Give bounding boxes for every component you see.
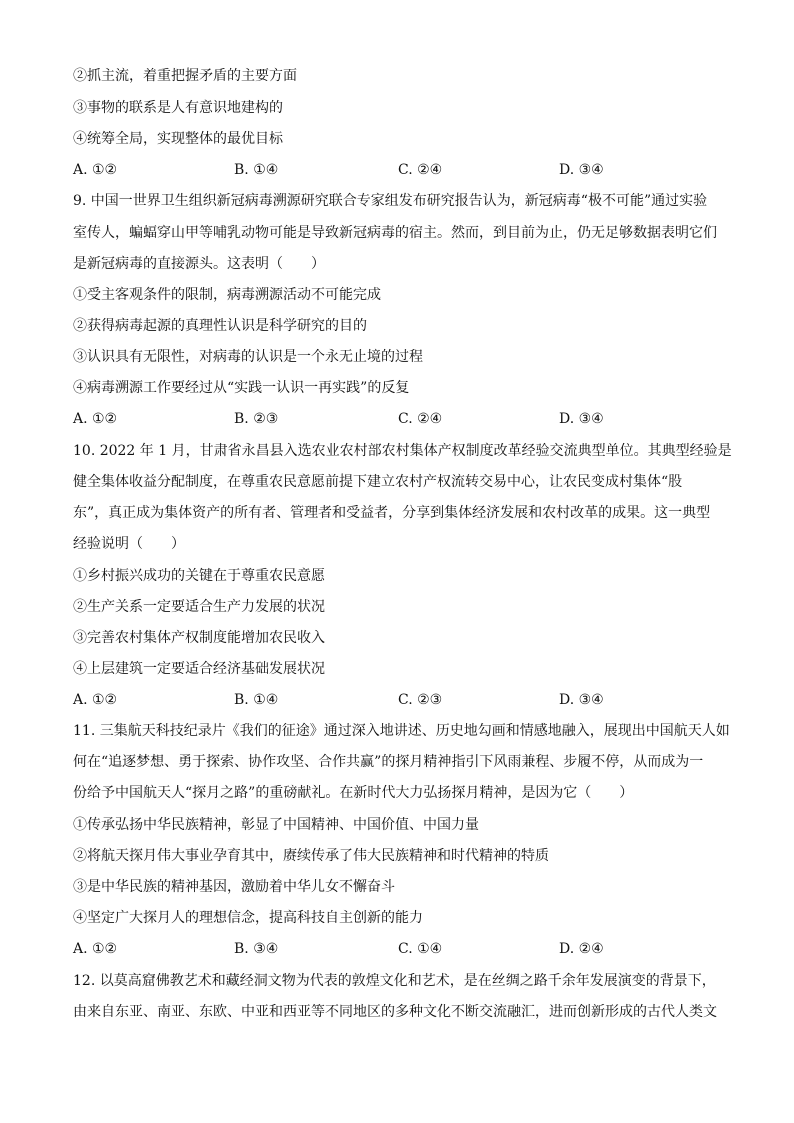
text-line: 由来自东亚、南亚、东欧、中亚和西亚等不同地区的多种文化不断交流融汇，进而创新形成的古代人类文 [73,1004,717,1020]
answer-option: B. ②③ [234,411,279,427]
answer-option: D. ③④ [559,411,604,427]
text-line: 12. 以莫高窟佛教艺术和藏经洞文物为代表的敦煌文化和艺术，是在丝绸之路千余年发展演变的背景下， [73,973,716,989]
answer-option: A. ①② [73,941,118,957]
text-line: 是新冠病毒的直接源头。这表明（ ） [73,256,325,272]
text-line: ③认识具有无限性，对病毒的认识是一个永无止境的过程 [73,349,423,365]
text-line: ③事物的联系是人有意识地建构的 [73,100,283,116]
text-line: ②将航天探月伟大事业孕育其中，赓续传承了伟大民族精神和时代精神的特质 [73,848,549,864]
answer-options [73,690,733,710]
text-line: 健全集体收益分配制度，在尊重农民意愿前提下建立农村产权流转交易中心，让农民变成村集体“股 [73,474,683,490]
text-line: ②抓主流，着重把握矛盾的主要方面 [73,68,297,84]
text-line: ③完善农村集体产权制度能增加农民收入 [73,630,325,646]
text-line: ④病毒溯源工作要经过从“实践一认识一再实践”的反复 [73,380,410,396]
answer-options [73,409,733,429]
text-line: ①传承弘扬中华民族精神，彰显了中国精神、中国价值、中国力量 [73,817,479,833]
text-line: 室传人，蝙蝠穿山甲等哺乳动物可能是导致新冠病毒的宿主。然而，到目前为止，仍无足够数据表明它们 [73,225,717,241]
answer-options [73,160,733,180]
text-line: 10. 2022 年 1 月，甘肃省永昌县入选农业农村部农村集体产权制度改革经验交流典型单位。其典型经验是 [73,443,732,459]
text-line: 经验说明（ ） [73,536,185,552]
text-line: 9. 中国一世界卫生组织新冠病毒溯源研究联合专家组发布研究报告认为，新冠病毒“极不可能”通过实验 [73,193,708,209]
text-line: ④统筹全局，实现整体的最优目标 [73,131,283,147]
answer-option: B. ③④ [234,941,279,957]
answer-option: C. ②④ [398,162,443,178]
answer-option: A. ①② [73,692,118,708]
answer-option: B. ①④ [234,692,279,708]
text-line: ②生产关系一定要适合生产力发展的状况 [73,599,325,615]
answer-option: B. ①④ [234,162,279,178]
text-line: 11. 三集航天科技纪录片《我们的征途》通过深入地讲述、历史地勾画和情感地融入，展现出中国航天人如 [73,723,730,739]
answer-option: C. ①④ [398,941,443,957]
answer-options [73,939,733,959]
answer-option: D. ②④ [559,941,604,957]
text-line: 何在“追逐梦想、勇于探索、协作攻坚、合作共赢”的探月精神指引下风雨兼程、步履不停，从而成为一 [73,754,704,770]
answer-option: C. ②③ [398,692,443,708]
text-line: ④上层建筑一定要适合经济基础发展状况 [73,661,325,677]
answer-option: D. ③④ [559,162,604,178]
text-line: ②获得病毒起源的真理性认识是科学研究的目的 [73,318,367,334]
answer-option: D. ③④ [559,692,604,708]
text-line: 东”，真正成为集体资产的所有者、管理者和受益者，分享到集体经济发展和农村改革的成果。这一典型 [73,505,711,521]
text-line: ①受主客观条件的限制，病毒溯源活动不可能完成 [73,287,381,303]
text-line: ①乡村振兴成功的关键在于尊重农民意愿 [73,568,325,584]
answer-option: A. ①② [73,162,118,178]
text-line: 份给予中国航天人“探月之路”的重磅献礼。在新时代大力弘扬探月精神，是因为它（ ） [73,785,634,801]
text-line: ③是中华民族的精神基因，激励着中华儿女不懈奋斗 [73,879,395,895]
answer-option: C. ②④ [398,411,443,427]
text-line: ④坚定广大探月人的理想信念，提高科技自主创新的能力 [73,910,423,926]
answer-option: A. ①② [73,411,118,427]
